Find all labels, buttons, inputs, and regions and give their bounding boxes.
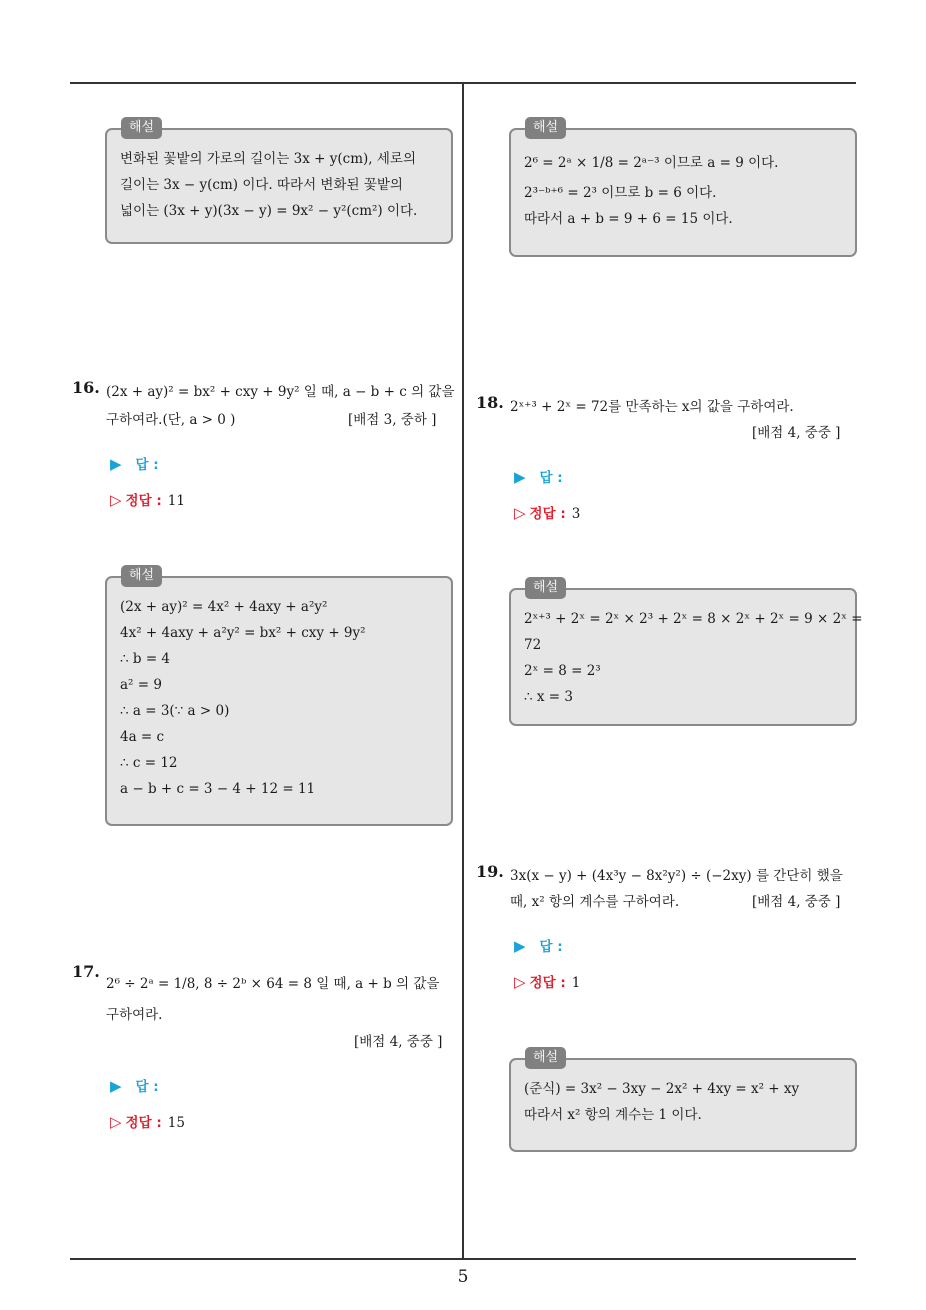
- answer-field-17[interactable]: [110, 1075, 159, 1095]
- correct-answer-17: [110, 1111, 185, 1131]
- question-number-19: 19.: [476, 862, 504, 881]
- solution-box-19: [509, 1050, 857, 1152]
- solution-line: 길이는 3x − y(cm) 이다. 따라서 변화된 꽃밭의: [120, 177, 403, 193]
- outline-triangle-icon: ▷: [514, 973, 526, 991]
- solution-line: ∴ b = 4: [120, 651, 171, 667]
- question-17-text-cont: 구하여라.: [106, 1007, 163, 1023]
- solution-box-17: [509, 120, 857, 257]
- correct-answer-value: 15: [167, 1115, 185, 1131]
- correct-answer-16: [110, 489, 185, 509]
- solution-line: 따라서 x² 항의 계수는 1 이다.: [524, 1107, 702, 1123]
- solution-line: 2ˣ⁺³ + 2ˣ = 2ˣ × 2³ + 2ˣ = 8 × 2ˣ + 2ˣ = 9 × 2ˣ =: [524, 611, 863, 627]
- solution-line: 2³⁻ᵇ⁺⁶ = 2³ 이므로 b = 6 이다.: [524, 185, 717, 201]
- question-18-text: 2ˣ⁺³ + 2ˣ = 72를 만족하는 x의 값을 구하여라.: [510, 399, 794, 415]
- solution-box-16: [105, 568, 453, 826]
- answer-label: 답 :: [135, 1079, 159, 1095]
- solution-line: a − b + c = 3 − 4 + 12 = 11: [120, 781, 316, 797]
- question-16-score: [배점 3, 중하 ]: [348, 412, 437, 428]
- solution-line: 2ˣ = 8 = 2³: [524, 663, 601, 679]
- question-16-text: (2x + ay)² = bx² + cxy + 9y² 일 때, a − b + c 의 값을: [106, 384, 455, 400]
- answer-label: 답 :: [539, 939, 563, 955]
- column-divider: [462, 82, 464, 1259]
- question-number-16: 16.: [72, 378, 100, 397]
- solution-tag: 해설: [525, 577, 566, 599]
- solution-tag: 해설: [121, 565, 162, 587]
- outline-triangle-icon: ▷: [514, 504, 526, 522]
- solution-line: 넓이는 (3x + y)(3x − y) = 9x² − y²(cm²) 이다.: [120, 203, 418, 219]
- correct-answer-value: 1: [571, 975, 581, 991]
- solution-line: 변화된 꽃밭의 가로의 길이는 3x + y(cm), 세로의: [120, 151, 416, 167]
- correct-answer-label: 정답 :: [529, 975, 566, 991]
- solution-line: a² = 9: [120, 677, 162, 693]
- answer-label: 답 :: [539, 470, 563, 486]
- page-number: 5: [457, 1267, 469, 1287]
- solution-tag: 해설: [525, 117, 566, 139]
- solution-line: 따라서 a + b = 9 + 6 = 15 이다.: [524, 211, 733, 227]
- question-16-text-cont: 구하여라.(단, a > 0 ): [106, 412, 236, 428]
- question-19-text: 3x(x − y) + (4x³y − 8x²y²) ÷ (−2xy) 를 간단히 했을: [510, 868, 843, 884]
- outline-triangle-icon: ▷: [110, 491, 122, 509]
- play-triangle-icon: ▶: [514, 468, 526, 486]
- correct-answer-label: 정답 :: [529, 506, 566, 522]
- correct-answer-label: 정답 :: [125, 493, 162, 509]
- answer-label: 답 :: [135, 457, 159, 473]
- solution-box-15: [105, 120, 453, 244]
- answer-field-18[interactable]: [514, 466, 563, 486]
- correct-answer-18: [514, 502, 580, 522]
- outline-triangle-icon: ▷: [110, 1113, 122, 1131]
- solution-box-18: [509, 580, 863, 726]
- question-18-score: [배점 4, 중중 ]: [752, 425, 841, 441]
- solution-line: (2x + ay)² = 4x² + 4axy + a²y²: [120, 599, 328, 615]
- solution-line: 4a = c: [120, 729, 165, 745]
- correct-answer-19: [514, 971, 580, 991]
- solution-line: 2⁶ = 2ᵃ × 1/8 = 2ᵃ⁻³ 이므로 a = 9 이다.: [524, 155, 779, 171]
- play-triangle-icon: ▶: [110, 1077, 122, 1095]
- solution-line: 72: [524, 637, 542, 653]
- solution-line: ∴ a = 3(∵ a > 0): [120, 703, 230, 719]
- solution-line: ∴ x = 3: [524, 689, 573, 705]
- question-number-18: 18.: [476, 393, 504, 412]
- answer-field-16[interactable]: [110, 453, 159, 473]
- question-number-17: 17.: [72, 962, 100, 981]
- correct-answer-label: 정답 :: [125, 1115, 162, 1131]
- play-triangle-icon: ▶: [514, 937, 526, 955]
- solution-tag: 해설: [525, 1047, 566, 1069]
- correct-answer-value: 11: [167, 493, 185, 509]
- question-17-score: [배점 4, 중중 ]: [354, 1034, 443, 1050]
- solution-line: (준식) = 3x² − 3xy − 2x² + 4xy = x² + xy: [524, 1081, 800, 1097]
- bottom-rule: [70, 1258, 856, 1260]
- answer-field-19[interactable]: [514, 935, 563, 955]
- solution-line: 4x² + 4axy + a²y² = bx² + cxy + 9y²: [120, 625, 366, 641]
- correct-answer-value: 3: [571, 506, 581, 522]
- solution-line: ∴ c = 12: [120, 755, 178, 771]
- solution-tag: 해설: [121, 117, 162, 139]
- question-19-text-cont: 때, x² 항의 계수를 구하여라.: [510, 894, 680, 910]
- question-17-text: 2⁶ ÷ 2ᵃ = 1/8, 8 ÷ 2ᵇ × 64 = 8 일 때, a + b 의 값을: [106, 976, 440, 992]
- play-triangle-icon: ▶: [110, 455, 122, 473]
- question-19-score: [배점 4, 중중 ]: [752, 894, 841, 910]
